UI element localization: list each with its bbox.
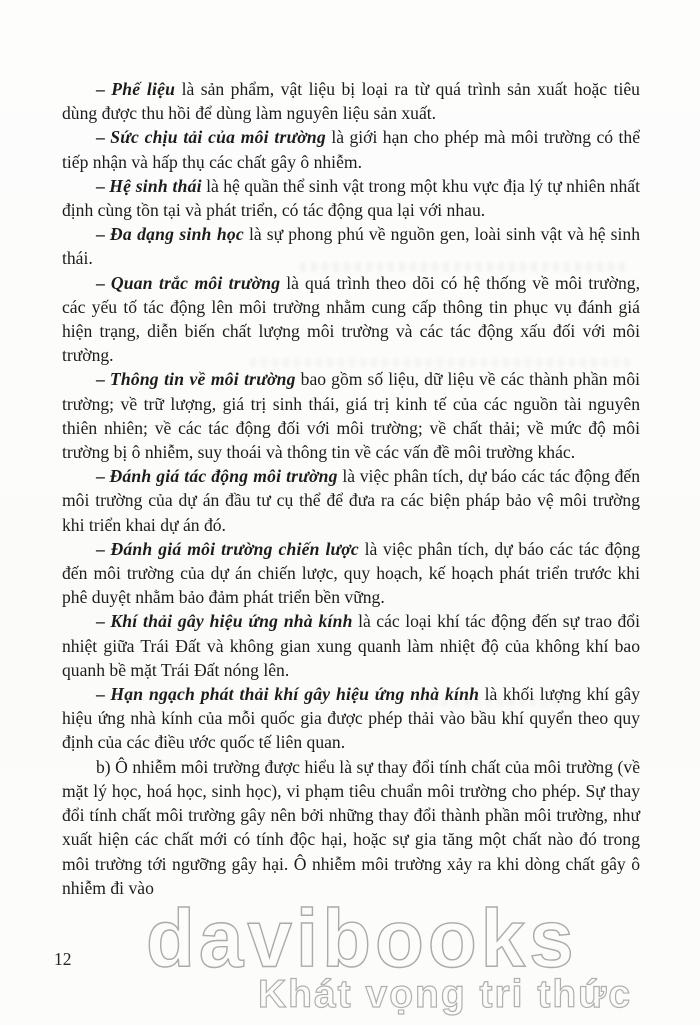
dash-bullet: – xyxy=(96,272,105,293)
term-thong-tin: Thông tin về môi trường xyxy=(109,369,296,390)
term-suc-chiu-tai: Sức chịu tải của môi trường xyxy=(110,127,326,148)
definition-paragraph xyxy=(62,682,640,755)
definition-text: là các loại khí tác động đến sự trao đổi nhiệt giữa Trái Đất và không gian xung quanh làm nhiệt độ của không khí bao quanh bề mặt Trái Đất nóng lên. xyxy=(62,611,640,680)
definition-text: là quá trình theo dõi có hệ thống về môi trường, các yếu tố tác động lên môi trường nhằm cung cấp thông tin phục vụ đánh giá hiện trạng, diễn biến chất lượng môi trường và các tác động xấu đối với môi trường. xyxy=(62,272,640,366)
definition-text: là việc phân tích, dự báo các tác động đến môi trường của dự án chiến lược, quy hoạch, kế hoạch phát triển trước khi phê duyệt nhằm bảo đảm phát triển bền vững. xyxy=(62,538,640,608)
definition-paragraph xyxy=(62,609,640,682)
dash-bullet: – xyxy=(96,175,105,196)
definition-text: là khối lượng khí gây hiệu ứng nhà kính của mỗi quốc gia được phép thải vào bầu khí quyển theo quy định của các điều ước quốc tế liên quan. xyxy=(62,684,641,753)
dash-bullet: – xyxy=(96,224,105,245)
watermark-davibooks: davibooks xyxy=(146,893,578,984)
watermark-slogan: Khát vọng tri thức xyxy=(258,973,633,1016)
dash-bullet: – xyxy=(96,466,105,487)
term-khi-thai-nha-kinh: Khí thải gây hiệu ứng nhà kính xyxy=(110,611,353,632)
term-quan-trac: Quan trắc môi trường xyxy=(110,272,281,293)
scan-artifact xyxy=(290,480,630,489)
body-paragraph-o-nhiem xyxy=(62,755,640,900)
scan-artifact xyxy=(300,262,630,272)
definition-paragraph xyxy=(62,464,640,537)
term-han-ngach-phat-thai: Hạn ngạch phát thải khí gây hiệu ứng nhà kính xyxy=(110,684,480,705)
definition-text: là sự phong phú về nguồn gen, loài sinh vật và hệ sinh thái. xyxy=(62,224,640,269)
definition-paragraph xyxy=(62,537,640,610)
dash-bullet: – xyxy=(96,127,105,148)
term-phe-lieu: Phế liệu xyxy=(111,79,176,99)
definition-paragraph xyxy=(62,271,640,368)
definition-paragraph xyxy=(62,174,640,222)
definition-text: bao gồm số liệu, dữ liệu về các thành phần môi trường; về trữ lượng, giá trị sinh thái, giá trị kinh tế của các nguồn tài nguyên thiên nhiên; về các tác động đối với môi trường; về chất thải; về mức độ môi trường bị ô nhiễm, suy thoái và thông tin về các vấn đề môi trường khác. xyxy=(62,369,641,463)
scan-artifact xyxy=(420,697,580,706)
dash-bullet: – xyxy=(96,611,105,632)
definition-text: là việc phân tích, dự báo các tác động đến môi trường của dự án đầu tư cụ thể để đưa ra các biện pháp bảo vệ môi trường khi triển khai dự án đó. xyxy=(62,466,640,535)
term-danh-gia-chien-luoc: Đánh giá môi trường chiến lược xyxy=(110,538,359,559)
definition-text: là sản phẩm, vật liệu bị loại ra từ quá trình sản xuất hoặc tiêu dùng được thu hồi để dùng làm nguyên liệu sản xuất. xyxy=(62,79,640,124)
dash-bullet: – xyxy=(96,369,105,390)
dash-bullet: – xyxy=(96,684,105,705)
dash-bullet: – xyxy=(96,538,105,559)
definition-paragraph xyxy=(62,367,640,464)
scan-artifact xyxy=(250,358,630,367)
body-text: b) Ô nhiễm môi trường được hiểu là sự thay đổi tính chất của môi trường (về mặt lý học, hoá học, sinh học), vi phạm tiêu chuẩn môi trường cho phép. Sự thay đổi tính chất môi trường gây nên bởi những thay đổi thành phần môi trường, như xuất hiện các chất mới có tính độc hại, hoặc sự gia tăng một chất nào đó trong môi trường tới ngưỡng gây hại. Ô nhiễm môi trường xảy ra khi dòng chất gây ô nhiễm đi vào xyxy=(62,756,640,898)
definition-paragraph xyxy=(62,77,640,125)
definition-text: là hệ quần thể sinh vật trong một khu vực địa lý tự nhiên nhất định cùng tồn tại và phát triển, có tác động qua lại với nhau. xyxy=(62,175,640,221)
page-number: 12 xyxy=(54,949,72,969)
definition-paragraph xyxy=(62,125,640,173)
term-danh-gia-tac-dong: Đánh giá tác động môi trường xyxy=(109,466,338,487)
dash-bullet: – xyxy=(96,79,105,99)
term-he-sinh-thai: Hệ sinh thái xyxy=(109,175,202,196)
term-da-dang-sinh-hoc: Đa dạng sinh học xyxy=(109,224,244,245)
definition-text: là giới hạn cho phép mà môi trường có thể tiếp nhận và hấp thụ các chất gây ô nhiễm. xyxy=(62,127,641,172)
